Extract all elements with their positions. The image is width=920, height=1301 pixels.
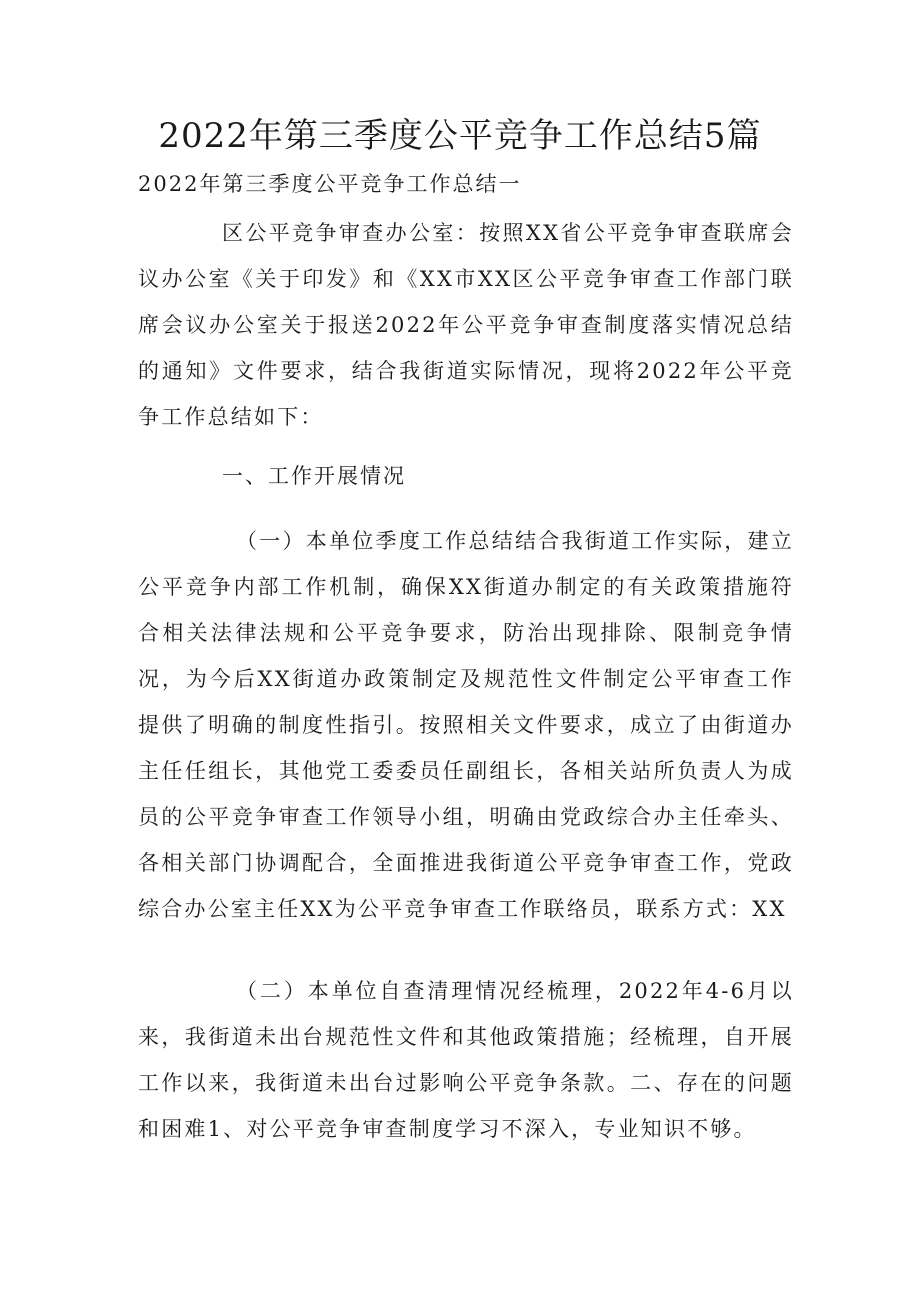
paragraph-item-two: （二）本单位自查清理情况经梳理，2022年4-6月以来，我街道未出台规范性文件和其他政策措施；经梳理，自开展工作以来，我街道未出台过影响公平竞争条款。二、存在的问题和困难1、对公平竞争审查制度学习不深入，专业知识不够。 <box>138 979 794 1141</box>
section-heading-work: 一、工作开展情况 <box>222 464 406 488</box>
paragraph-item-one: （一）本单位季度工作总结结合我街道工作实际，建立公平竞争内部工作机制，确保XX街道办制定的有关政策措施符合相关法律法规和公平竞争要求，防治出现排除、限制竞争情况，为今后XX街道办政策制定及规范性文件制定公平审查工作提供了明确的制度性指引。按照相关文件要求，成立了由街道办主任任组长，其他党工委委员任副组长，各相关站所负责人为成员的公平竞争审查工作领导小组，明确由党政综合办主任牵头、各相关部门协调配合，全面推进我街道公平竞争审查工作，党政综合办公室主任XX为公平竞争审查工作联络员，联系方式：XX <box>138 529 794 921</box>
document-title: 2022年第三季度公平竞争工作总结5篇 <box>158 116 762 156</box>
document-subtitle: 2022年第三季度公平竞争工作总结一 <box>138 172 522 196</box>
paragraph-intro: 区公平竞争审查办公室：按照XX省公平竞争审查联席会议办公室《关于印发》和《XX市XX区公平竞争审查工作部门联席会议办公室关于报送2022年公平竞争审查制度落实情况总结的通知》文件要求，结合我街道实际情况，现将2022年公平竞争工作总结如下： <box>138 221 794 429</box>
